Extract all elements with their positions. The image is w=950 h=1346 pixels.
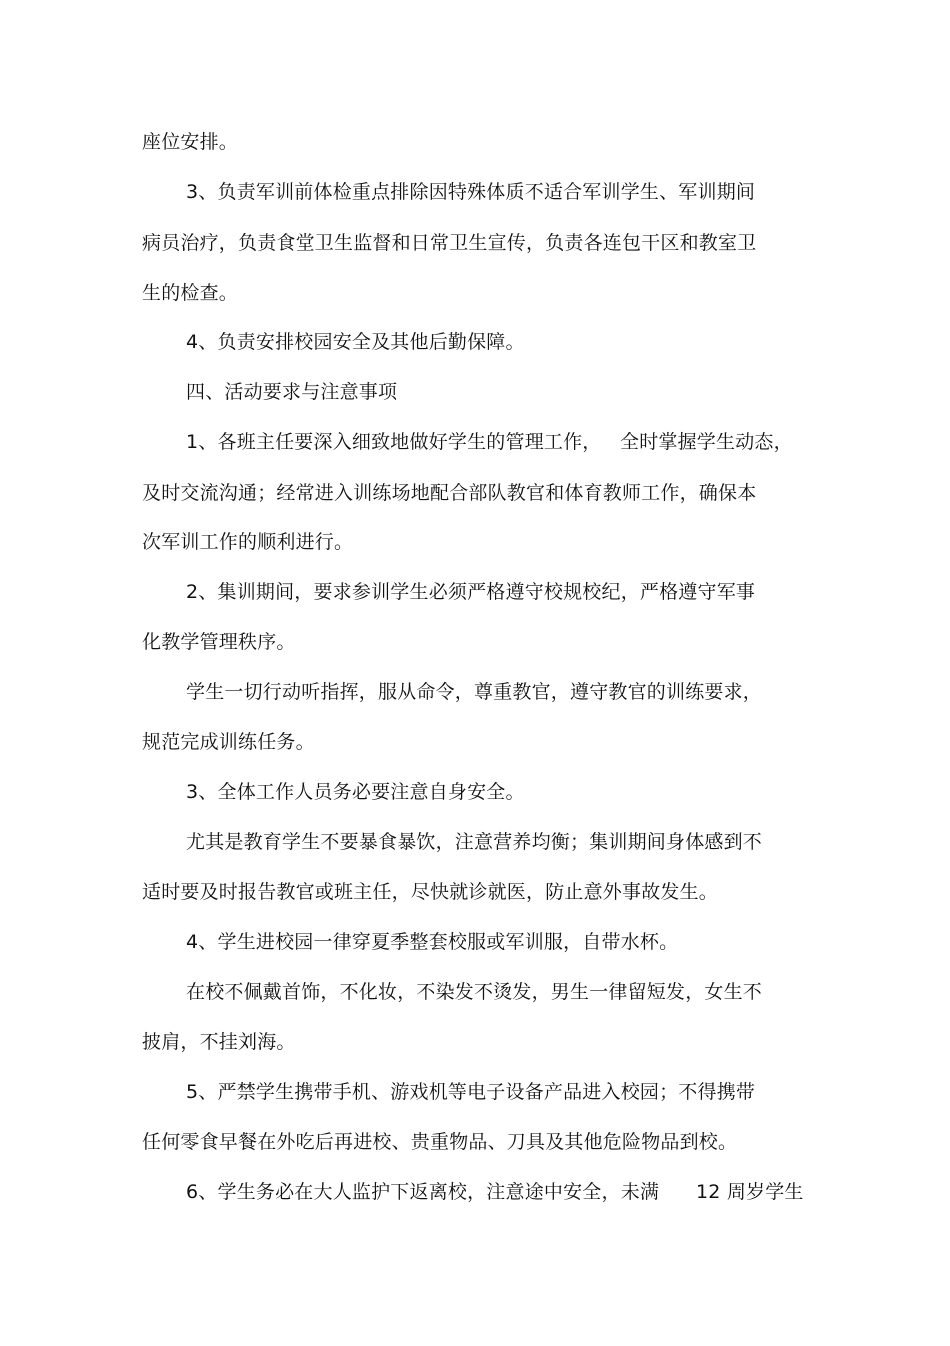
text-line: 4、负责安排校园安全及其他后勤保障。: [186, 331, 525, 353]
text-line: 病员治疗，负责食堂卫生监督和日常卫生宣传，负责各连包干区和教室卫: [142, 232, 757, 254]
text-line: 5、严禁学生携带手机、游戏机等电子设备产品进入校园；不得携带: [186, 1081, 756, 1103]
text-line: 规范完成训练任务。: [142, 731, 315, 753]
text-line: 适时要及时报告教官或班主任，尽快就诊就医，防止意外事故发生。: [142, 881, 719, 903]
text-line: 任何零食早餐在外吃后再进校、贵重物品、刀具及其他危险物品到校。: [142, 1131, 738, 1153]
text-line: 在校不佩戴首饰，不化妆，不染发不烫发，男生一律留短发，女生不: [186, 981, 763, 1003]
text-line: 化教学管理秩序。: [142, 631, 296, 653]
text-line: 生的检查。: [142, 282, 239, 304]
text-line: 3、全体工作人员务必要注意自身安全。: [186, 781, 525, 803]
text-line: 全时掌握学生动态，: [620, 431, 793, 453]
text-line: 1、各班主任要深入细致地做好学生的管理工作，: [186, 431, 602, 453]
text-line: 座位安排。: [142, 131, 239, 153]
text-line: 6、学生务必在大人监护下返离校，注意途中安全，未满: [186, 1181, 660, 1203]
text-line: 披肩，不挂刘海。: [142, 1031, 296, 1053]
section-heading: 四、活动要求与注意事项: [186, 381, 398, 403]
text-line: 4、学生进校园一律穿夏季整套校服或军训服，自带水杯。: [186, 931, 679, 953]
text-line: 次军训工作的顺利进行。: [142, 531, 354, 553]
text-line: 3、负责军训前体检重点排除因特殊体质不适合军训学生、军训期间: [186, 181, 756, 203]
text-line: 及时交流沟通；经常进入训练场地配合部队教官和体育教师工作，确保本: [142, 482, 757, 504]
text-line: 12 周岁学生: [696, 1181, 804, 1203]
text-line: 尤其是教育学生不要暴食暴饮，注意营养均衡；集训期间身体感到不: [186, 831, 763, 853]
text-line: 学生一切行动听指挥，服从命令，尊重教官，遵守教官的训练要求，: [186, 681, 763, 703]
text-line: 2、集训期间，要求参训学生必须严格遵守校规校纪，严格遵守军事: [186, 581, 756, 603]
